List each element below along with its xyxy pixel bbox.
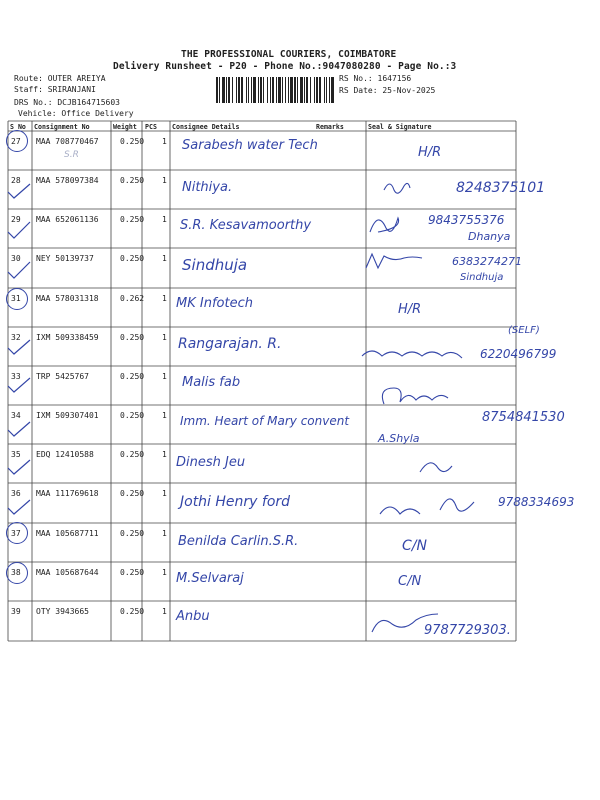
row-weight: 0.250	[120, 411, 145, 420]
row-sno: 32	[11, 333, 21, 342]
row-sno: 36	[11, 489, 21, 498]
row-sno: 29	[11, 215, 21, 224]
row-consignment: MAA 708770467	[36, 137, 99, 146]
row-consignment: MAA 105687711	[36, 529, 99, 538]
row-consignee: Nithiya.	[182, 180, 233, 195]
row-consignment: TRP 5425767	[36, 372, 89, 381]
row-signature-name: A.Shyla	[378, 432, 420, 445]
row-consignment: MAA 652061136	[36, 215, 99, 224]
row-consignee: Dinesh Jeu	[176, 455, 246, 470]
row-consignee: Malis fab	[182, 375, 241, 390]
row-consignee: Jothi Henry ford	[180, 494, 291, 510]
company-title: THE PROFESSIONAL COURIERS, COIMBATORE	[181, 49, 397, 60]
row-sno: 34	[11, 411, 21, 420]
row-signature-note: 8754841530	[482, 410, 565, 425]
route-label: Route: OUTER AREIYA	[14, 74, 106, 83]
row-sno: 27	[11, 137, 21, 146]
row-consignment: IXM 509307401	[36, 411, 99, 420]
rs-number: RS No.: 1647156	[339, 74, 412, 83]
row-consignee: Sarabesh water Tech	[182, 138, 318, 153]
row-consignment: MAA 578031318	[36, 294, 99, 303]
row-consignee: Sindhuja	[182, 256, 248, 274]
vehicle-label: Vehicle: Office Delivery	[18, 109, 134, 118]
row-weight: 0.250	[120, 215, 145, 224]
col-remarks: Remarks	[316, 123, 344, 131]
row-sno: 30	[11, 254, 21, 263]
row-pcs: 1	[162, 137, 167, 146]
row-pcs: 1	[162, 529, 167, 538]
row-consignee: S.R. Kesavamoorthy	[180, 218, 312, 233]
row-consignment: MAA 578097384	[36, 176, 99, 185]
row-pcs: 1	[162, 450, 167, 459]
row-pcs: 1	[162, 607, 167, 616]
row-consignee: Rangarajan. R.	[178, 336, 282, 352]
row-weight: 0.250	[120, 568, 145, 577]
row-sno: 28	[11, 176, 21, 185]
row-signature-name: Dhanya	[468, 230, 511, 243]
row-weight: 0.250	[120, 372, 145, 381]
runsheet-title: Delivery Runsheet - P20 - Phone No.:9047080280 - Page No.:3	[113, 61, 457, 72]
row-weight: 0.250	[120, 254, 145, 263]
row-pcs: 1	[162, 294, 167, 303]
row-pcs: 1	[162, 333, 167, 342]
row-consignee: Benilda Carlin.S.R.	[178, 534, 299, 549]
row-consignee: Anbu	[176, 609, 210, 624]
row-signature-note: C/N	[402, 538, 427, 554]
row-sno: 37	[11, 529, 21, 538]
row-signature-note: 9843755376	[428, 213, 505, 227]
row-signature-note: C/N	[398, 574, 422, 589]
row-weight: 0.250	[120, 333, 145, 342]
drs-number: DRS No.: DCJB164715603	[14, 98, 120, 107]
row-sno: 39	[11, 607, 21, 616]
col-consignee: Consignee Details	[172, 123, 240, 131]
row-pcs: 1	[162, 489, 167, 498]
row-sno: 38	[11, 568, 21, 577]
row-consignee: M.Selvaraj	[176, 571, 244, 586]
row-consignment: EDQ 12410588	[36, 450, 94, 459]
rs-date: RS Date: 25-Nov-2025	[339, 86, 436, 95]
row-pcs: 1	[162, 372, 167, 381]
col-seal: Seal & Signature	[368, 123, 432, 131]
row-sno: 33	[11, 372, 21, 381]
row-pcs: 1	[162, 176, 167, 185]
row-sno: 35	[11, 450, 21, 459]
row-weight: 0.250	[120, 450, 145, 459]
col-consignment: Consignment No	[34, 123, 90, 131]
row-signature-note: 6220496799	[480, 347, 557, 361]
row-consignment: MAA 111769618	[36, 489, 99, 498]
row-consignee: Imm. Heart of Mary convent	[180, 414, 350, 428]
row-pcs: 1	[162, 254, 167, 263]
row-signature-note: 9787729303.	[424, 623, 511, 638]
col-pcs: PCS	[145, 123, 157, 131]
row-signature-note: 8248375101	[456, 180, 546, 196]
row-signature-note: 9788334693	[498, 495, 575, 509]
col-weight: Weight	[113, 123, 137, 131]
row-signature-note: 6383274271	[452, 255, 522, 268]
row-signature-name: Sindhuja	[460, 272, 504, 283]
row-consignment: NEY 50139737	[36, 254, 94, 263]
row-weight: 0.250	[120, 529, 145, 538]
row-consignment: IXM 509338459	[36, 333, 99, 342]
row-consignee: MK Infotech	[176, 296, 253, 311]
row-signature-name: (SELF)	[508, 325, 540, 336]
staff-label: Staff: SRIRANJANI	[14, 85, 96, 94]
row-weight: 0.262	[120, 294, 145, 303]
row-weight: 0.250	[120, 607, 145, 616]
row-weight: 0.250	[120, 176, 145, 185]
row-margin-mark: S.R	[64, 150, 79, 160]
row-signature-note: H/R	[398, 302, 422, 317]
row-weight: 0.250	[120, 137, 145, 146]
row-weight: 0.250	[120, 489, 145, 498]
row-consignment: OTY 3943665	[36, 607, 89, 616]
row-signature-note: H/R	[418, 145, 442, 160]
row-consignment: MAA 105687644	[36, 568, 99, 577]
row-pcs: 1	[162, 568, 167, 577]
col-sno: S No	[10, 123, 26, 131]
row-pcs: 1	[162, 215, 167, 224]
row-pcs: 1	[162, 411, 167, 420]
row-sno: 31	[11, 294, 21, 303]
